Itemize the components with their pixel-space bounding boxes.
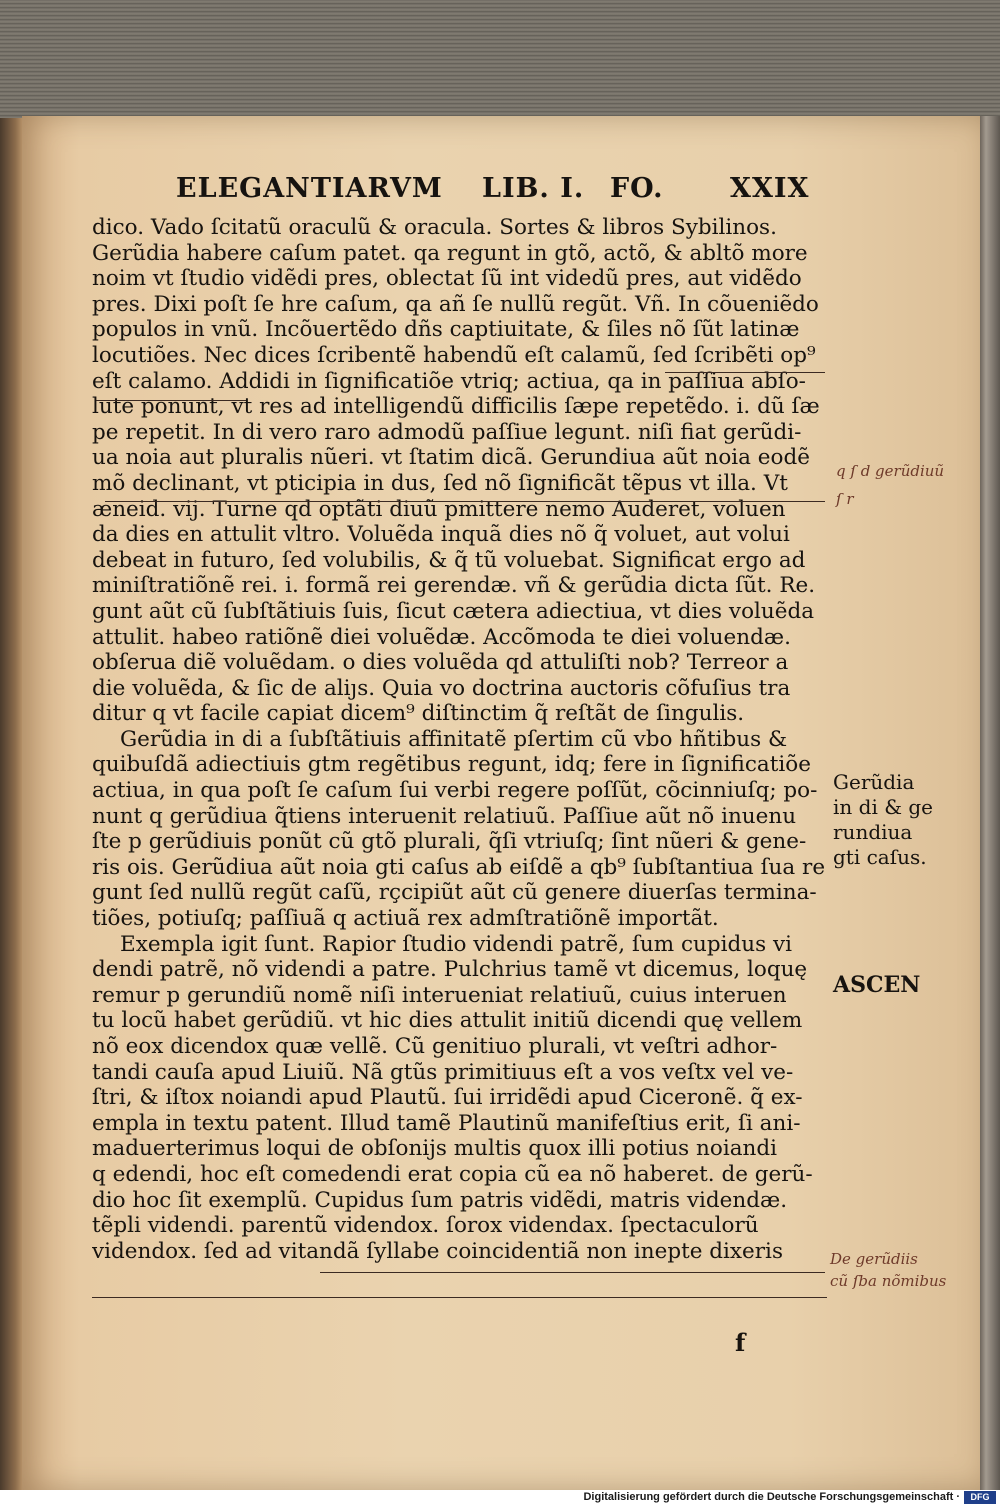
text-line: die voluẽda, & ſic de aliȷs. Quia vo doctrina auctoris cõfuſius tra [92, 675, 791, 701]
manuscript-underline [320, 1272, 825, 1273]
footer-credit: Digitalisierung gefördert durch die Deutsche Forschungsgemeinschaft · [583, 1491, 960, 1503]
text-line: populos in vnũ. Incõuertẽdo dñs captiuitate, & ſiles nõ ſũt latinæ [92, 317, 800, 343]
margin-note-line: gti caſus. [833, 845, 927, 869]
text-line: maduerterimus loqui de obſonijs multis quox illi potius noiandi [92, 1136, 778, 1162]
text-line: ris ois. Gerũdiua aũt noia gti caſus ab eiſdẽ a qb⁹ ſubſtantiua ſua re [92, 854, 826, 880]
margin-note-line: rundiua [833, 820, 913, 844]
text-line: gunt ſed nullũ regũt caſũ, rçcipiũt aũt cũ genere diuerſas termina- [92, 880, 817, 906]
manuscript-underline [105, 501, 825, 502]
text-line: pe repetit. In di vero raro admodũ paſſiue legunt. niſi fiat gerũdi- [92, 419, 802, 445]
text-line: miniſtratiõnẽ rei. i. formã rei gerendæ. vñ & gerũdia dicta ſũt. Re. [92, 573, 816, 599]
text-line: quibuſdã adiectiuis gtm regẽtibus regunt, idq; fere in ſignificatiõe [92, 752, 811, 778]
text-line: obſerua diẽ voluẽdam. o dies voluẽda qd attuliſti nob? Terreor a [92, 650, 789, 676]
text-line: noim vt ſtudio vidẽdi pres, oblectat ſũ int videdũ pres, aut vidẽdo [92, 266, 802, 292]
text-line: ſtri, & iſtox noiandi apud Plautũ. ſui irridẽdi apud Ciceronẽ. q̃ ex- [92, 1085, 803, 1111]
manuscript-underline [665, 372, 825, 373]
text-line: mõ declinant, vt pticipia in dus, ſed nõ ſignificãt tẽpus vt illa. Vt [92, 470, 788, 496]
text-line: ſte p gerũdiuis ponũt cũ gtõ plurali, q̃ſi vtriuſq; ſint nũeri & gene- [92, 829, 807, 855]
text-line: tiões, potiuſq; paſſiuã q actiuã rex admſtratiõnẽ importãt. [92, 906, 719, 932]
text-line: gunt aũt cũ ſubſtãtiuis ſuis, ſicut cætera adiectiua, vt dies voluẽda [92, 598, 815, 624]
handwritten-note: cũ ſba nõmibus [830, 1272, 947, 1290]
text-line: Gerũdia in di a ſubſtãtiuis affinitatẽ pſertim cũ vbo hñtibus & [120, 726, 788, 752]
handwritten-note: De gerũdiis [830, 1250, 918, 1268]
manuscript-underline [96, 400, 246, 401]
text-line: tandi cauſa apud Liuiũ. Nã gtũs primitiuus eſt a vos veſtx vel ve- [92, 1059, 794, 1085]
catchword: f [735, 1328, 746, 1357]
text-line: æneid. vij. Turne qd optãti diuũ pmittere nemo Auderet, voluen [92, 496, 786, 522]
text-line: actiua, in qua poſt ſe caſum ſui verbi regere poſſũt, cõcinniuſq; po- [92, 778, 818, 804]
text-line: Exempla igit ſunt. Rapior ſtudio videndi patrẽ, ſum cupidus vi [120, 931, 793, 957]
text-line: locutiões. Nec dices ſcribentẽ habendũ eſt calamũ, ſed ſcribẽti op⁹ [92, 342, 816, 368]
header-fo: FO. [610, 173, 664, 204]
text-line: pres. Dixi poſt ſe hre caſum, qa añ ſe nullũ regũt. Vñ. In cõueniẽdo [92, 291, 819, 317]
margin-note-line: Gerũdia [833, 770, 915, 794]
text-line: remur p gerundiũ nomẽ niſi interueniat relatiuũ, cuius interuen [92, 982, 787, 1008]
text-line: Gerũdia habere caſum patet. qa regunt in gtõ, actõ, & abltõ more [92, 240, 808, 266]
text-line: q edendi, hoc eſt comedendi erat copia cũ ea nõ haberet. de gerũ- [92, 1161, 813, 1187]
facing-page-edge [0, 118, 22, 1490]
margin-note-line: in di & ge [833, 795, 933, 819]
text-line: videndox. ſed ad vitandã ſyllabe coincidentiã non inepte dixeris [92, 1238, 783, 1264]
text-line: nõ eox dicendox quæ vellẽ. Cũ genitiuo plurali, vt veſtri adhor- [92, 1034, 778, 1059]
text-line: nunt q gerũdiua q̃tiens interuenit relatiuũ. Paſſiue aũt nõ inuenu [92, 803, 797, 829]
footer-bar [0, 1490, 1000, 1506]
header-title: ELEGANTIARVM [176, 173, 443, 204]
text-line: empla in textu patent. Illud tamẽ Plautinũ manifeſtius erit, ſi ani- [92, 1110, 801, 1136]
text-line: eſt calamo. Addidi in ſignificatiõe vtriq; actiua, qa in paſſiua abſo- [92, 368, 806, 394]
text-line: tu locũ habet gerũdiũ. vt hic dies attulit initiũ dicendi quę vellem [92, 1008, 803, 1034]
text-line: ditur q vt facile capiat dicem⁹ diſtinctim q̃ reſtãt de ſingulis. [92, 701, 745, 727]
header-book: LIB. I. [482, 173, 585, 204]
book-right-edge [980, 116, 1000, 1490]
dfg-logo: DFG [964, 1491, 996, 1504]
text-line: dendi patrẽ, nõ videndi a patre. Pulchrius tamẽ vt dicemus, loquę [92, 957, 808, 983]
book-page-edges [0, 0, 1000, 118]
handwritten-note: ſ r [836, 490, 854, 508]
text-line: lute ponunt, vt res ad intelligendũ difficilis ſæpe repetẽdo. i. dũ ſæ [92, 394, 820, 420]
text-line: dico. Vado ſcitatũ oraculũ & oracula. Sortes & libros Sybilinos. [92, 215, 777, 240]
handwritten-note: q ſ d gerũdiuũ [836, 462, 945, 480]
text-line: tẽpli videndi. parentũ videndox. ſorox videndax. ſpectaculorũ [92, 1213, 759, 1239]
margin-note-ascen: ASCEN [833, 972, 921, 998]
text-line: da dies en attulit vltro. Voluẽda inquã dies nõ q̃ voluet, aut volui [92, 522, 790, 548]
text-line: attulit. habeo ratiõnẽ diei voluẽdæ. Accõmoda te diei voluendæ. [92, 624, 791, 650]
text-line: dio hoc ſit exemplũ. Cupidus ſum patris vidẽdi, matris videndæ. [92, 1187, 788, 1213]
header-folio: XXIX [730, 173, 810, 204]
manuscript-underline [92, 1297, 827, 1298]
text-line: debeat in futuro, ſed volubilis, & q̃ tũ voluebat. Significat ergo ad [92, 547, 806, 573]
text-line: ua noia aut pluralis nũeri. vt ſtatim dicã. Gerundiua aũt noia eodẽ [92, 445, 810, 471]
